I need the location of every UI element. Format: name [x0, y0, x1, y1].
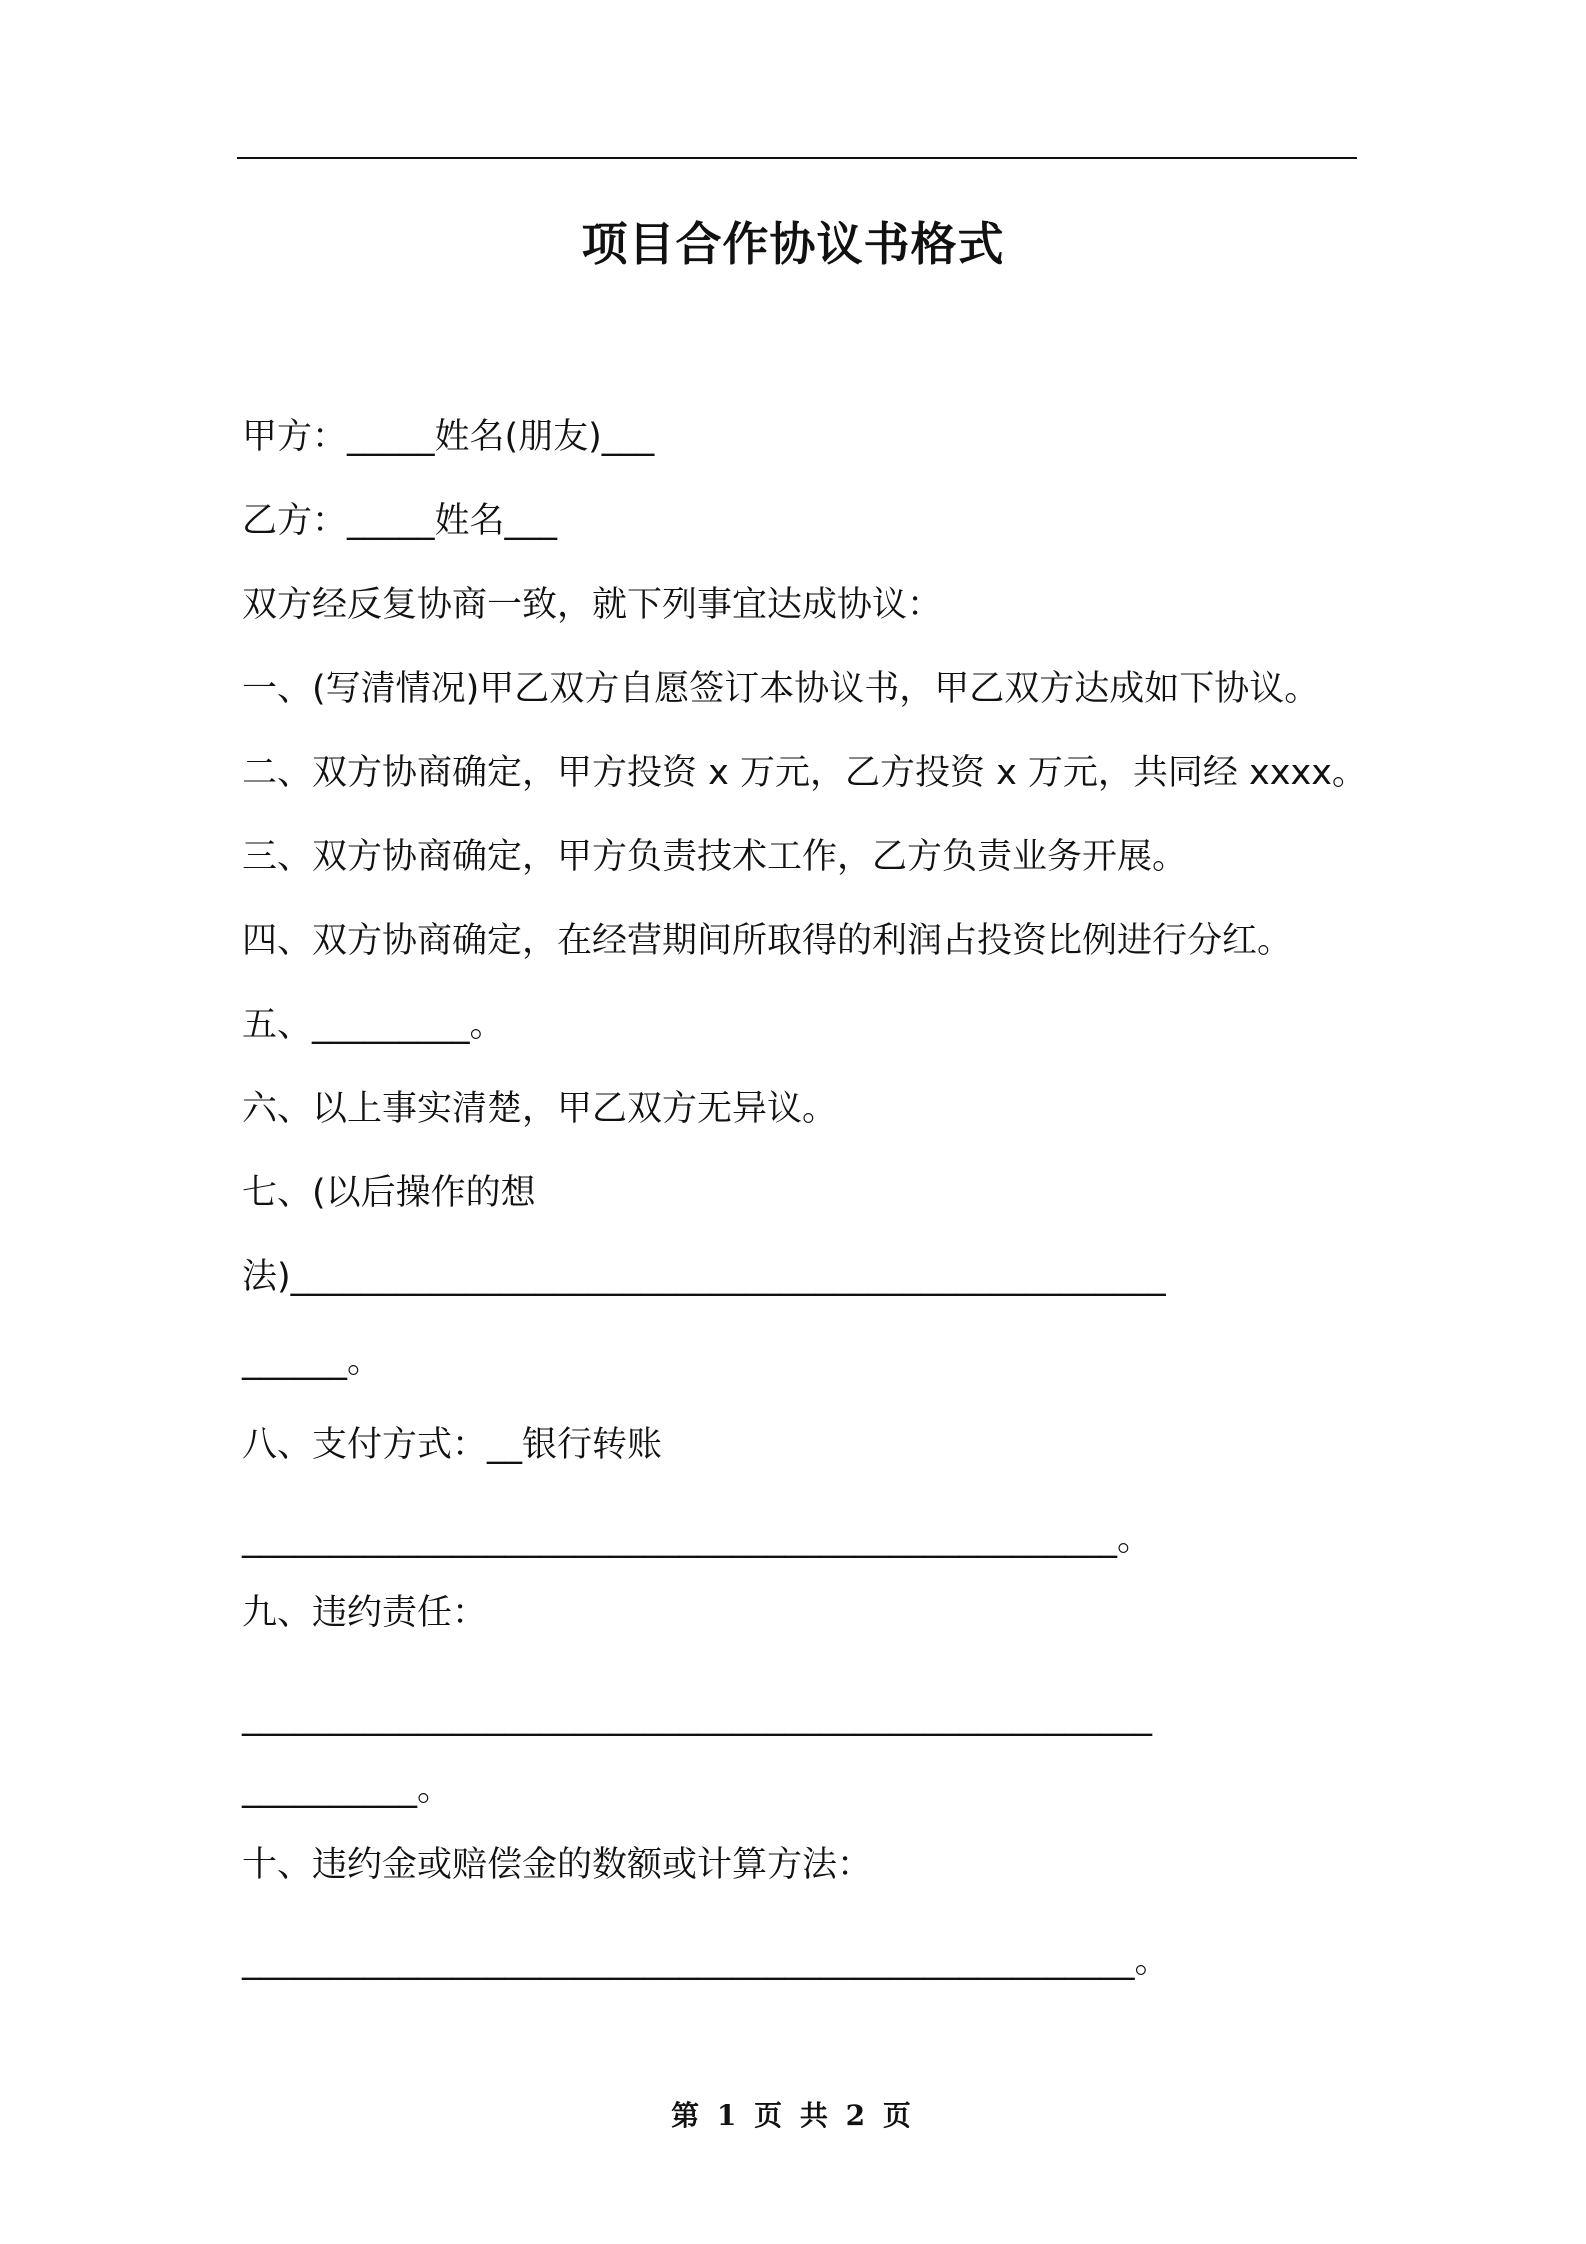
- party-a-line: 甲方：_____姓名(朋友)___: [242, 417, 655, 457]
- clause-9: 九、违约责任：: [242, 1593, 488, 1633]
- clause-1: 一、(写清情况)甲乙双方自愿签订本协议书，甲乙双方达成如下协议。: [242, 669, 1320, 709]
- clause-7: 七、(以后操作的想: [242, 1173, 536, 1213]
- header-rule: [237, 157, 1357, 159]
- clause-2: 二、双方协商确定，甲方投资 x 万元，乙方投资 x 万元，共同经 xxxx。: [242, 753, 1367, 793]
- agreement-intro: 双方经反复协商一致，就下列事宜达成协议：: [242, 585, 943, 625]
- clause-10-blank: ___________________________________________________。: [242, 1941, 1170, 1981]
- clause-10: 十、违约金或赔偿金的数额或计算方法：: [242, 1845, 873, 1885]
- clause-8: 八、支付方式：__银行转账: [242, 1425, 663, 1465]
- clause-7-end: ______。: [242, 1341, 383, 1381]
- party-b-line: 乙方：_____姓名___: [242, 501, 558, 541]
- clause-9-blank: ____________________________________________________: [242, 1697, 1152, 1737]
- page-number-footer: 第 1 页 共 2 页: [671, 2099, 915, 2132]
- clause-4: 四、双方协商确定，在经营期间所取得的利润占投资比例进行分红。: [242, 921, 1293, 961]
- clause-6: 六、以上事实清楚，甲乙双方无异议。: [242, 1089, 838, 1129]
- clause-9-end: __________。: [242, 1769, 453, 1809]
- clause-5: 五、_________。: [242, 1005, 505, 1045]
- clause-3: 三、双方协商确定，甲方负责技术工作，乙方负责业务开展。: [242, 837, 1188, 877]
- document-title: 项目合作协议书格式: [581, 217, 1005, 271]
- clause-7-continued: 法)__________________________________________________: [242, 1257, 1166, 1297]
- clause-8-blank: __________________________________________________。: [242, 1519, 1153, 1559]
